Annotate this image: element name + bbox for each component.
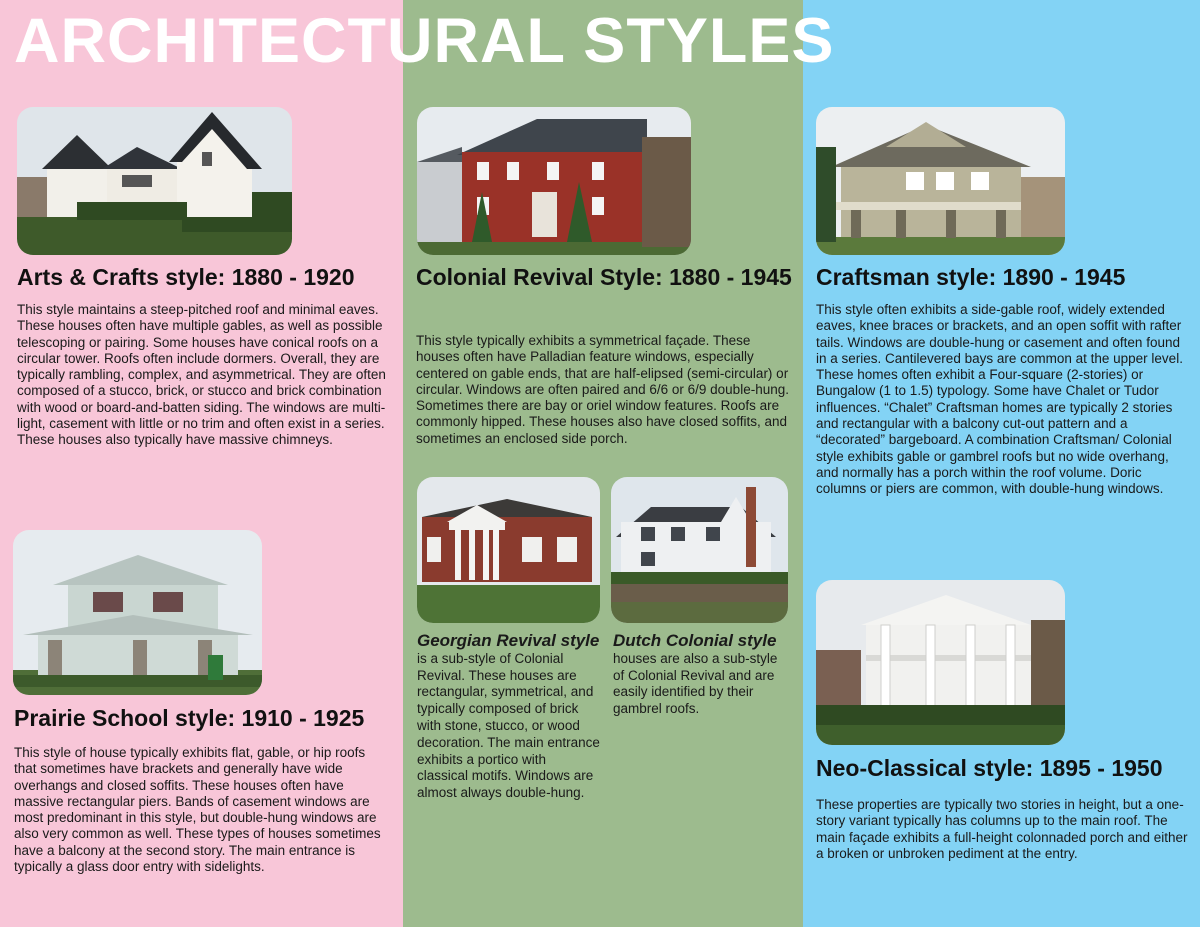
craftsman-body: This style often exhibits a side-gable roof, widely extended eaves, knee braces or brackets, and an open soffit with rafter tails. Windows are double-hung or casement and often found in a series. Cantilevered bays are common at the upper level. These homes often exhibit a Four-square (2-stories) or Bungalow (1 to 1.5) typology. Some have Chalet or Tudor influences. “Chalet” Craftsman homes are typically 2 stories and rectangular with a balcony cut-out pattern and a “decorated” bargeboard. A combination Craftsman/ Colonial style exhibits gable or gambrel roofs but no wide overhang, and normally has a porch within the roof volume. Doric columns or piers are common, with double-hung windows.: [816, 302, 1183, 497]
arts-crafts-photo: [17, 107, 292, 255]
craftsman-photo: [816, 107, 1065, 255]
georgian-revival-lead: Georgian Revival style: [417, 631, 600, 650]
colonial-revival-heading: Colonial Revival Style: 1880 - 1945: [416, 264, 792, 290]
georgian-revival-photo: [417, 477, 600, 623]
neo-classical-photo: [816, 580, 1065, 745]
georgian-revival-body: is a sub-style of Colonial Revival. These houses are rectangular, symmetrical, and typically composed of brick with stone, stucco, or wood decoration. The main entrance exhibits a portico with classical motifs. Windows are almost always double-hung.: [417, 650, 600, 801]
colonial-revival-body: This style typically exhibits a symmetrical façade. These houses often have Palladian feature windows, especially centered on gable ends, that are half-elipsed (semi-circular) or circular. Windows are often paired and 6/6 or 6/9 double-hung. Sometimes there are bay or oriel window features. Roofs are commonly hipped. These houses also have closed soffits, and sometimes an enclosed side porch.: [416, 333, 789, 446]
dutch-colonial-body: houses are also a sub-style of Colonial Revival and are easily identified by their gambrel roofs.: [613, 650, 778, 717]
georgian-revival-text: [417, 633, 600, 802]
craftsman-heading: Craftsman style: 1890 - 1945: [816, 264, 1126, 290]
neo-classical-body: These properties are typically two stories in height, but a one-story variant typically has columns up to the main roof. The main façade exhibits a full-height colonnaded porch and either a broken or unbroken pediment at the entry.: [816, 797, 1188, 861]
arts-crafts-body: This style maintains a steep-pitched roof and minimal eaves. These houses often have multiple gables, as well as possible telescoping or pairing. Some houses have conical roofs on a circular tower. Roofs often include dormers. Overall, they are typically rambling, complex, and asymmetrical. They are often composed of a stucco, brick, or stucco and brick combination with wood or board-and-batten siding. The windows are multi-light, casement with little or no trim and often exist in a series. These houses also typically have massive chimneys.: [17, 302, 386, 448]
arts-crafts-heading: Arts & Crafts style: 1880 - 1920: [17, 264, 355, 290]
prairie-school-photo: [13, 530, 262, 695]
neo-classical-heading: Neo-Classical style: 1895 - 1950: [816, 755, 1163, 781]
dutch-colonial-text: [613, 633, 790, 718]
dutch-colonial-lead: Dutch Colonial style: [613, 631, 777, 650]
prairie-school-body: This style of house typically exhibits flat, gable, or hip roofs that sometimes have brackets and generally have wide overhangs and closed soffits. These houses often have massive rectangular piers. Bands of casement windows are most predominant in this style, but double-hung windows are also very common as well. These types of houses sometimes have a balcony at the second story. The main entrance is typically a glass door entry with sidelights.: [14, 745, 381, 875]
colonial-revival-photo: [417, 107, 691, 255]
prairie-school-heading: Prairie School style: 1910 - 1925: [14, 705, 365, 731]
dutch-colonial-photo: [611, 477, 788, 623]
page-title: ARCHITECTURAL STYLES: [14, 6, 835, 76]
